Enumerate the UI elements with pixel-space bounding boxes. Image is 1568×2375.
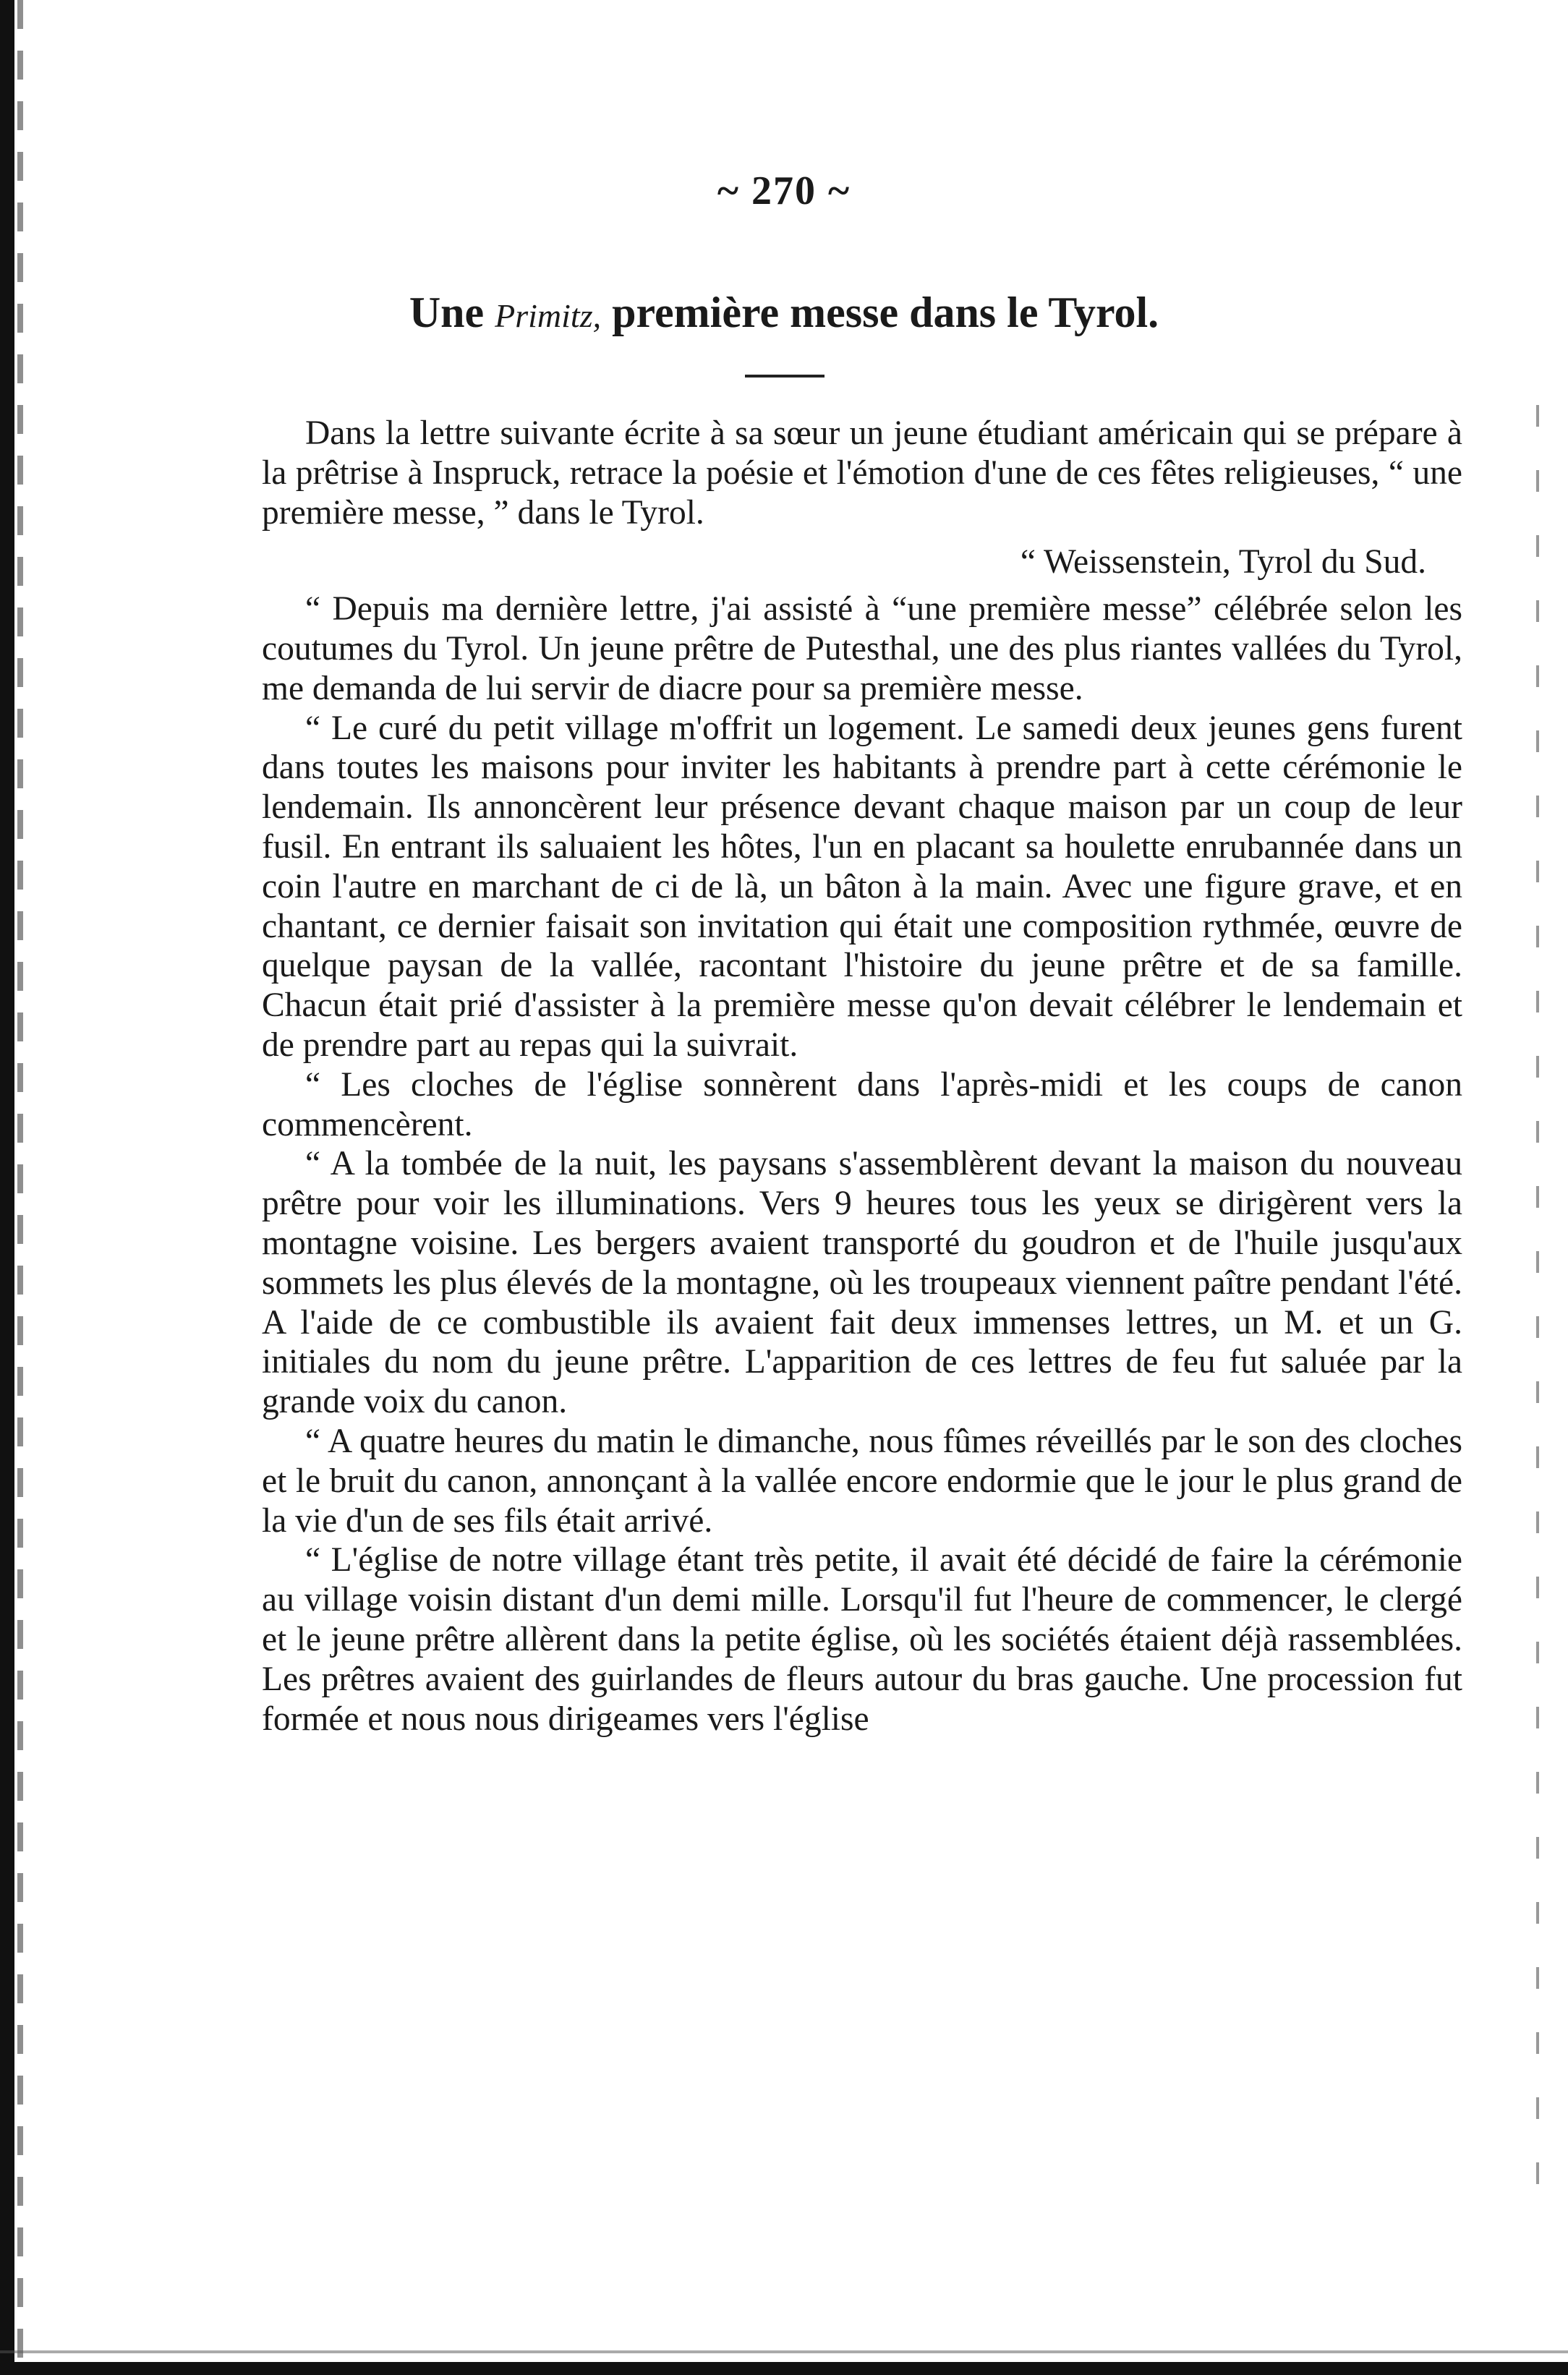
title-part-2: première messe dans le Tyrol. [601,289,1159,336]
paragraph: “ Le curé du petit village m'offrit un logement. Le samedi deux jeunes gens furent dans toutes les maisons pour inviter les habitants à prendre part à cette cérémonie le lendemain. Ils annoncèrent leur présence devant chaque maison par un coup de leur fusil. En entrant ils saluaient les hôtes, l'un en placant sa houlette enrubannée dans un coin l'autre en marchant de ci de là, un bâton à la main. Avec une figure grave, et en chantant, ce dernier faisait son invitation qui était une composition rythmée, œuvre de quelque paysan de la vallée, racontant l'histoire du jeune prêtre et de sa famille. Chacun était prié d'assister à la première messe qu'on devait célébrer le lendemain et de prendre part au repas qui la suivrait. [262,709,1462,1064]
title-part-1: Une [409,289,495,336]
article-body [262,414,1462,1739]
paragraph: “ L'église de notre village étant très petite, il avait été décidé de faire la cérémonie au village voisin distant d'un demi mille. Lorsqu'il fut l'heure de commencer, le clergé et le jeune prêtre allèrent dans la petite église, où les sociétés étaient déjà rassemblées. Les prêtres avaient des guirlandes de fleurs autour du bras gauche. Une procession fut formée et nous nous dirigeames vers l'église [262,1541,1462,1738]
paragraph: “ A la tombée de la nuit, les paysans s'assemblèrent devant la maison du nouveau prêtre pour voir les illuminations. Vers 9 heures tous les yeux se dirigèrent vers la montagne voisine. Les bergers avaient transporté du goudron et de l'huile jusqu'aux sommets les plus élevés de la montagne, où les troupeaux viennent paître pendant l'été. A l'aide de ce combustible ils avaient fait deux immenses lettres, un M. et un G. initiales du nom du jeune prêtre. L'apparition de ces lettres de feu fut saluée par la grande voix du canon. [262,1145,1462,1421]
scan-right-margin-marks [1536,405,1539,2213]
letter-place-line: “ Weissenstein, Tyrol du Sud. [1020,543,1426,581]
paragraph-intro: Dans la lettre suivante écrite à sa sœur un jeune étudiant américain qui se prépare à la prêtrise à Inspruck, retrace la poésie et l'émotion d'une de ces fêtes religieuses, “ une première messe, ” dans le Tyrol. [262,414,1462,532]
scan-left-edge [0,0,14,2375]
paragraph: “ Depuis ma dernière lettre, j'ai assisté à “une première messe” célébrée selon les coutumes du Tyrol. Un jeune prêtre de Putesthal, une des plus riantes vallées du Tyrol, me demanda de lui servir de diacre pour sa première messe. [262,590,1462,707]
scan-bottom-edge [0,2362,1568,2375]
paragraph: “ Les cloches de l'église sonnèrent dans l'après-midi et les coups de canon commencèrent. [262,1065,1462,1143]
scan-bottom-line [0,2350,1568,2353]
title-italic-word: Primitz, [495,297,602,334]
page-number: ~ 270 ~ [717,169,851,213]
title-divider [745,375,825,378]
paragraph: “ A quatre heures du matin le dimanche, nous fûmes réveillés par le son des cloches et le bruit du canon, annonçant à la vallée encore endormie que le jour le plus grand de la vie d'un de ses fils était arrivé. [262,1422,1462,1540]
scan-left-margin-marks [17,0,23,2375]
page-title [0,288,1568,338]
